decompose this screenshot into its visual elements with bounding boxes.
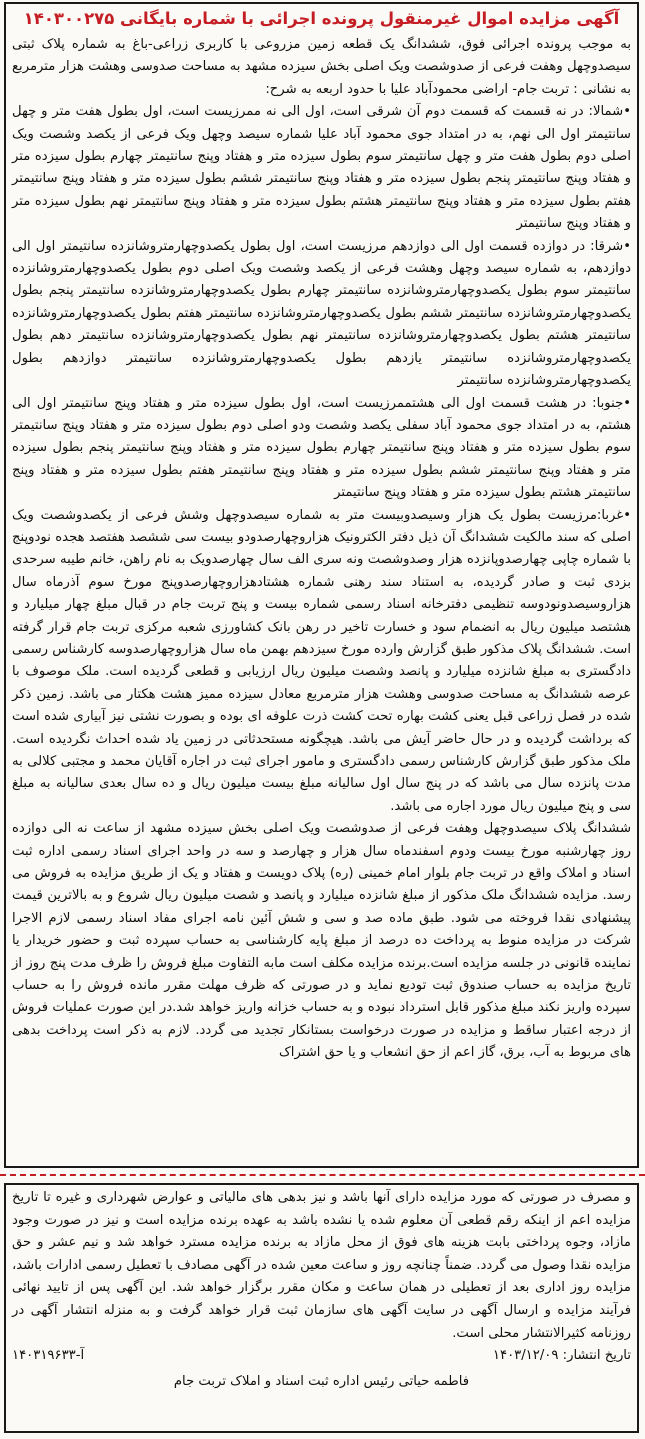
publish-date: تاریخ انتشار: ۱۴۰۳/۱۲/۰۹ xyxy=(492,1348,631,1364)
east-boundary: •شرقا: در دوازده قسمت اول الی دوازدهم مرزیست است، اول بطول یکصدوچهارمتروشانزده سانتیمتر اول الی دوازدهم، به شماره سیصد وچهل وهشت فرعی از یکصد وشصت ویک اصلی دوم بطول یکصدوچهارمتروشانزده سانتیمتر سوم بطول یکصدوچهارمتروشانزده سانتیمتر چهارم بطول یکصدوچهارمتروشانزده سانتیمتر پنجم بطول یکصدوچهارمتروشانزده سانتیمتر ششم بطول یکصدوچهارمتروشانزده سانتیمتر هفتم بطول یکصدوچهارمتروشانزده سانتیمتر هشتم بطول یکصدوچهارمتروشانزده سانتیمتر نهم بطول یکصدوچهارمتروشانزده سانتیمتر دهم بطول یکصدوچهارمتروشانزده سانتیمتر یازدهم بطول یکصدوچهارمتروشانزده سانتیمتر دوازدهم بطول یکصدوچهارمتروشانزده سانتیمتر xyxy=(12,238,631,389)
auction-terms: ششدانگ پلاک سیصدوچهل وهفت فرعی از صدوشصت ویک اصلی بخش سیزده مشهد از ساعت نه الی دوازده روز چهارشنبه مورخ بیست ودوم اسفندماه سال هزار و چهارصد و سه در واحد اجرای اسناد رسمی اداره ثبت اسناد و املاک واقع در تربت جام بلوار امام خمینی (ره) پلاک دویست و هفتاد و یک از طریق مزایده به فروش می رسد. مزایده ششدانگ ملک مذکور از مبلغ شانزده میلیارد و پانصد و شصت میلیون ریال شروع و به بالاترین قیمت پیشنهادی نقدا فروخته می شود. طبق ماده صد و سی و شش آئین نامه اجرای مفاد اسناد رسمی لازم الاجرا شرکت در مزایده منوط به پرداخت ده درصد از مبلغ پایه کارشناسی به حساب سپرده ثبت و حضور خریدار یا نماینده قانونی در جلسه مزایده است.برنده مزایده مکلف است مابه التفاوت مبلغ فروش را ظرف مدت پنج روز از تاریخ مزایده به حساب صندوق ثبت تودیع نماید و در صورتی که ظرف مهلت مقرر مانده فروش را به حساب سپرده واریز نکند مبلغ مذکور قابل استرداد نبوده و به حساب خزانه واریز خواهد شد.در این صورت عملیات فروش از درجه اعتبار ساقط و مزایده در صورت درخواست بستانکار تجدید می گردد. لازم به ذکر است پرداخت بدهی های مربوط به آب، برق، گاز اعم از حق انشعاب و یا حق اشتراک xyxy=(12,821,631,1061)
signature-line: فاطمه حیاتی رئیس اداره ثبت اسناد و املاک تربت جام xyxy=(173,1374,470,1390)
north-boundary: •شمالا: در نه قسمت که قسمت دوم آن شرقی است، اول الی نه ممرزیست است، اول بطول هفت متر و چهل سانتیمتر اول الی نهم، به در امتداد جوی محمود آباد علیا شماره سیصد وچهل ویک فرعی از یکصد وشصت ویک اصلی دوم بطول هفت متر و چهل سانتیمتر سوم بطول سیزده متر و هفتاد وپنج سانتیمتر چهارم بطول سیزده متر و هفتاد وپنج سانتیمتر پنجم بطول سیزده متر و هفتاد وپنج سانتیمتر ششم بطول سیزده متر و هفتاد وپنج سانتیمتر هفتم بطول سیزده متر و هفتاد وپنج سانتیمتر هشتم بطول سیزده متر و هفتاد وپنج سانتیمتر نهم بطول سیزده متر و هفتاد وپنج سانتیمتر xyxy=(12,104,631,232)
intro-paragraph: به موجب پرونده اجرائی فوق، ششدانگ یک قطعه زمین مزروعی با کاربری زراعی-باغ به شماره پلاک ثبتی سیصدوچهل وهفت فرعی از صدوشصت ویک اصلی بخش سیزده مشهد به مساحت صدوسی وهشت هزار مترمربع به نشانی : تربت جام- اراضی محمودآباد علیا با حدود اربعه به شرح: xyxy=(12,37,631,97)
south-boundary: •جنوبا: در هشت قسمت اول الی هشتممرزیست است، اول بطول سیزده متر و هفتاد وپنج سانتیمتر اول الی هشتم، به در امتداد جوی محمود آباد سفلی یکصد وشصت ودو اصلی دوم بطول سیزده متر و هفتاد وپنج سانتیمتر سوم بطول سیزده متر و هفتاد وپنج سانتیمتر چهارم بطول سیزده متر و هفتاد وپنج سانتیمتر پنجم بطول سیزده متر و هفتاد وپنج سانتیمتر ششم بطول سیزده متر و هفتاد وپنج سانتیمتر هفتم بطول سیزده متر و هفتاد وپنج سانتیمتر هشتم بطول سیزده متر و هفتاد وپنج سانتیمتر xyxy=(12,395,631,501)
notice-title: آگهی مزایده اموال غیرمنقول پرونده اجرائی با شماره بایگانی ۱۴۰۳۰۰۲۷۵ xyxy=(23,9,620,28)
continuation-text: و مصرف در صورتی که مورد مزایده دارای آنها باشد و نیز بدهی های مالیاتی و عوارض شهرداری و غیره تا تاریخ مزایده اعم از اینکه رقم قطعی آن معلوم شده یا نشده باشد به عهده برنده مزایده است و نیز در صورت وجود مازاد، وجوه پرداختی بابت هزینه های فوق از محل مازاد به برنده مزایده مسترد خواهد شد و نیم عشر و حق مزایده نقدا وصول می گردد. ضمناً چنانچه روز و ساعت معین شده در آگهی مصادف با تعطیل رسمی ادارات باشد، مزایده روز اداری بعد از تعطیلی در همان ساعت و مکان مقرر برگزار خواهد شد. این آگهی پس از تایید نهائی فرآیند مزایده و ارسال آگهی در سایت آگهی های سازمان ثبت قرار خواهد گرفت و به منزله انتشار آگهی در روزنامه کثیرالانتشار محلی است. xyxy=(12,1190,631,1341)
notice-body xyxy=(12,34,631,1065)
cut-divider xyxy=(0,1174,645,1182)
notice-continuation xyxy=(4,1183,639,1433)
west-boundary: •غربا:مرزیست بطول یک هزار وسیصدوبیست متر به شماره سیصدوچهل وشش فرعی از یکصدوشصت ویک اصلی که سند مالکیت ششدانگ آن ذیل دفتر الکترونیک هزاروچهارصدودو بیست سی ششصد هفتصد هجده نودوپنج با شماره چاپی چهارصدوپانزده هزار وصدوشصت ونه سری الف سال چهارصدویک به نام راهن، خانم طیبه سرحدی بزدی ثبت و صادر گردیده، به استناد سند رهنی شماره هشتادهزاروچهارصدوپنج مورخ سوم آذرماه سال هزاروسیصدونودوسه تنظیمی دفترخانه اسناد رسمی شماره بیست و پنج تربت جام در قبال مبلغ چهار میلیارد و هشتصد میلیون ریال به انضمام سود و خسارت تاخیر در رهن بانک کشاورزی شعبه مرکزی تربت جام قرار گرفته است. ششدانگ پلاک مذکور طبق گزارش وارده مورخ سیزدهم بهمن ماه سال هزاروچهارصدوسه کارشناس رسمی دادگستری به مبلغ شانزده میلیارد و پانصد وشصت میلیون ریال ارزیابی و قطعی گردیده است. ملک موصوف با عرصه ششدانگ به مساحت صدوسی وهشت هزار مترمربع معادل سیزده ممیز هشت هکتار می باشد. زمین ذکر شده در فصل زراعی قبل یعنی کشت بهاره تحت کشت ذرت علوفه ای بوده و بصورت نشتی نیز آبیاری شده است که برداشت گردیده و در حال حاضر آیش می باشد. هیچگونه مستحدثاتی در زمین یاد شده احداث نگردیده است. ملک مذکور طبق گزارش کارشناس رسمی دادگستری و مامور اجرای ثبت در اجاره آقایان محمد و مجتبی کلالی به مدت پانزده سال می باشد که در پنج سال اول سالیانه مبلغ بیست میلیون ریال و ده سال بعدی سالیانه به مبلغ سی و پنج میلیون ریال مورد اجاره می باشد. xyxy=(12,507,631,814)
auction-notice xyxy=(4,2,639,1168)
reference-number: آ-۱۴۰۳۱۹۶۳۳ xyxy=(12,1348,85,1364)
publish-meta xyxy=(12,1345,631,1367)
